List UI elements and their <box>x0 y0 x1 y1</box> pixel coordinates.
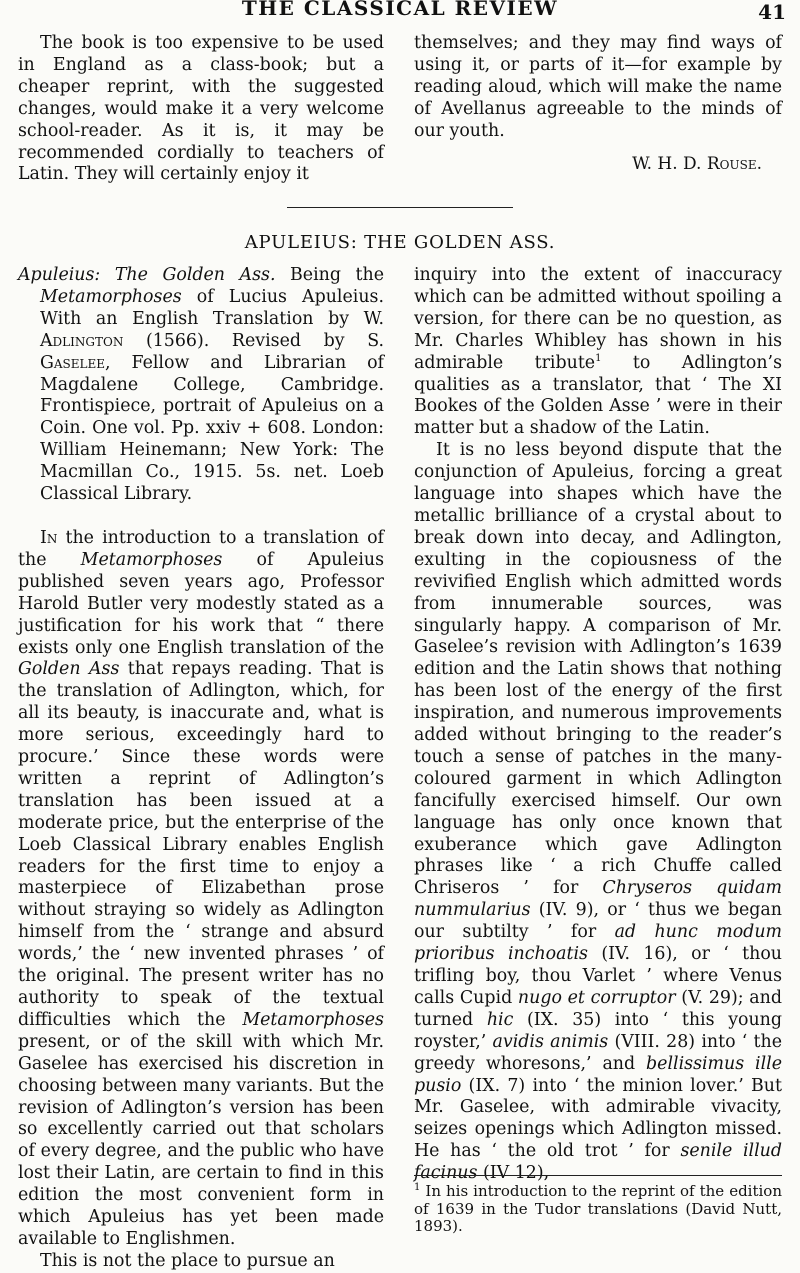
previous-review-right-column <box>414 33 782 175</box>
body-paragraph: This is not the place to pursue an <box>40 1250 335 1271</box>
bibliographic-entry: Apuleius: The Golden Ass. Being the Metamorphoses of Lucius Apuleius. With an English Translation by W. Adlington (1566). Revised by S. Gaselee, Fellow and Librarian of Magdalene College, Cambridge. Frontispiece, portrait of Apuleius on a Coin. One vol. Pp. xxiv + 608. London: William Heinemann; New York: The Macmillan Co., 1915. 5s. net. Loeb Classical Library. <box>18 265 385 505</box>
section-divider <box>287 207 513 208</box>
footnote-reference: 1 <box>595 352 602 364</box>
reviser-name: S. Gaselee <box>40 330 385 373</box>
article-left-column <box>18 265 384 1273</box>
previous-review-continuation: themselves; and they may find ways of using it, or parts of it—for example by reading aloud, which will make the name of Avellanus agreeable to the minds of our youth. <box>414 33 782 141</box>
book-title: Apuleius: The Golden Ass. <box>18 265 276 285</box>
journal-title: THE CLASSICAL REVIEW <box>241 0 559 20</box>
translator-name: W. Adlington <box>40 308 384 351</box>
previous-review-paragraph: The book is too expensive to be used in England as a class-book; but a cheaper reprint, with the suggested changes, would make it a very welcome school-reader. As it is, it may be recommended cordially to teachers of Latin. They will certainly enjoy it <box>18 33 384 185</box>
section-title: APULEIUS: THE GOLDEN ASS. <box>244 232 556 253</box>
page-number: 41 <box>758 0 786 24</box>
body-paragraph: inquiry into the extent of inaccuracy which can be admitted without spoiling a version, for there can be no question, as Mr. Charles Whibley has shown in his admirable tribute$^1$ to Adlington’s qualities as a translator, that ‘ The XI Bookes of the Golden Asse ’ were in their matter but a shadow of the Latin. <box>414 265 783 439</box>
footnote: $^1$ In his introduction to the reprint of the edition of 1639 in the Tudor translations (David Nutt, 1893). <box>414 1182 782 1235</box>
reviewer-signature: W. H. D. Rouse. <box>632 153 762 174</box>
article-right-column <box>414 265 782 1185</box>
footnote-mark: 1 <box>414 1182 421 1193</box>
body-paragraph: In the introduction to a translation of the Metamorphoses of Apuleius published seven years ago, Professor Harold Butler very modestly stated as a justification for his work that “ there exists only one English translation of the Golden Ass that repays reading. That is the translation of Adlington, which, for all its beauty, is inaccurate and, what is more serious, exceedingly hard to procure.’ Since these words were written a reprint of Adlington’s translation has been issued at a moderate price, but the enterprise of the Loeb Classical Library enables English readers for the first time to enjoy a masterpiece of Elizabethan prose without straying so widely as Adlington himself from the ‘ strange and absurd words,’ the ‘ new invented phrases ’ of the original. The present writer has no authority to speak of the textual difficulties which the Metamorphoses present, or of the skill with which Mr. Gaselee has exercised his discretion in choosing between many variants. But the revision of Adlington’s version has been so excellently carried out that scholars of every degree, and the public who have lost their Latin, are certain to find in this edition the most convenient form in which Apuleius has yet been made available to Englishmen. <box>18 527 385 1249</box>
previous-review-left-column <box>18 33 384 186</box>
drop-initial: In <box>40 527 58 548</box>
footnote-rule <box>414 1175 782 1176</box>
body-paragraph: It is no less beyond dispute that the conjunction of Apuleius, forcing a great language into shapes which have the metallic brilliance of a crystal about to break down into decay, and Adlington, exulting in the copiousness of the revivified English which admitted words from innumerable sources, was singularly happy. A comparison of Mr. Gaselee’s revision with Adlington’s 1639 edition and the Latin shows that nothing has been lost of the energy of the first inspiration, and numerous improvements added without bringing to the reader’s touch a sense of patches in the many-coloured garment in which Adlington fancifully exercised himself. Our own language has only once known that exuberance which gave Adlington phrases like ‘ a rich Chuffe called Chriseros ’ for Chryseros quidam nummularius (IV. 9), or ‘ thus we began our subtilty ’ for ad hunc modum prioribus inchoatis (IV. 16), or ‘ thou trifling boy, thou Varlet ’ where Venus calls Cupid nugo et corruptor (V. 29); and turned hic (IX. 35) into ‘ this young royster,’ avidis animis (VIII. 28) into ‘ the greedy whoresons,’ and bellissimus ille pusio (IX. 7) into ‘ the minion lover.’ But Mr. Gaselee, with admirable vivacity, seizes openings which Adlington missed. He has ‘ the old trot ’ for senile illud facinus (IV 12), <box>414 440 783 1184</box>
running-head <box>0 0 800 22</box>
